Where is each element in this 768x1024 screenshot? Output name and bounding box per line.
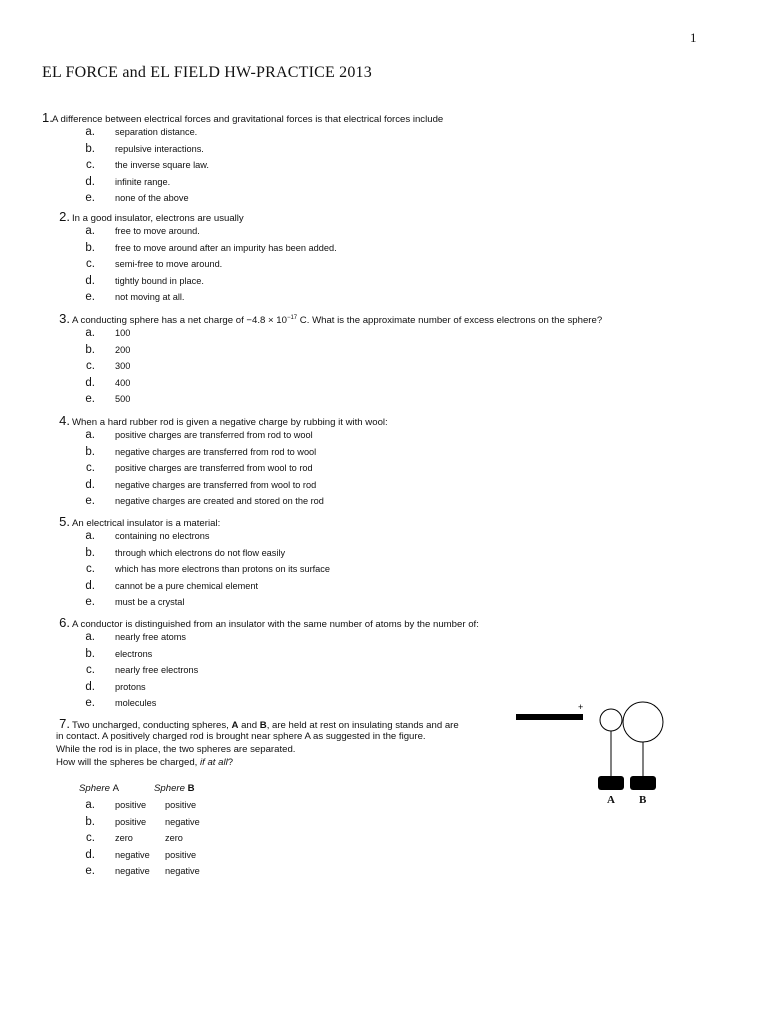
choice-letter: a. [85, 530, 95, 542]
answer-choice-d[interactable] [42, 580, 662, 597]
choice-text: 100 [115, 328, 131, 338]
question-text: A difference between electrical forces and gravitational forces is that electrical forces include [52, 114, 444, 125]
answer-choice-e[interactable] [42, 865, 502, 882]
sphere-b-charge: zero [165, 833, 183, 843]
choice-letter: e. [85, 192, 95, 204]
question-2 [42, 209, 662, 308]
sphere-a-charge: negative [115, 866, 150, 876]
answer-choice-e[interactable] [42, 393, 662, 410]
choice-letter: d. [85, 478, 95, 491]
header-italic: Sphere [154, 783, 188, 794]
answer-choice-a[interactable] [42, 327, 662, 344]
question-number: 3. [59, 311, 70, 326]
choice-letter: e. [85, 495, 95, 507]
question-text-continued [56, 730, 502, 769]
question-7 [42, 716, 502, 882]
choice-text: 300 [115, 361, 131, 371]
choice-text: the inverse square law. [115, 160, 209, 170]
choice-letter: b. [85, 815, 95, 828]
question-stem [42, 615, 662, 631]
answer-choice-a[interactable] [42, 429, 662, 446]
choice-text: tightly bound in place. [115, 275, 204, 286]
sphere-b-charge: positive [165, 800, 197, 810]
choice-letter: a. [85, 799, 95, 811]
choice-text: free to move around after an impurity has been added. [115, 242, 337, 253]
answer-choice-d[interactable] [42, 176, 662, 193]
choice-letter: d. [85, 376, 95, 389]
choice-letter: b. [85, 546, 95, 559]
choice-text: which has more electrons than protons on its surface [115, 564, 330, 574]
choice-letter: e. [85, 393, 95, 405]
answer-choice-b[interactable] [42, 143, 662, 160]
answer-choices [42, 799, 502, 882]
answer-choice-c[interactable] [42, 462, 662, 479]
answer-choices [42, 429, 662, 512]
choice-text: repulsive interactions. [115, 143, 204, 154]
charged-rod-spheres-figure [513, 700, 673, 812]
choice-text: through which electrons do not flow easily [115, 547, 286, 558]
question-stem [42, 209, 662, 225]
question-line: While the rod is in place, the two spheres are separated. [56, 744, 296, 755]
exponent: −17 [286, 314, 298, 321]
sphere-a-charge: positive [115, 800, 147, 810]
answer-choice-c[interactable] [42, 832, 502, 849]
figure-label-b: B [639, 794, 647, 806]
choice-letter: e. [85, 865, 95, 877]
header-letter: B [187, 783, 195, 794]
question-number: 4. [59, 413, 70, 428]
choice-letter: d. [85, 579, 95, 592]
question-stem [42, 514, 662, 530]
choice-text: 200 [115, 344, 131, 355]
answer-choice-e[interactable] [42, 596, 662, 613]
answer-choice-c[interactable] [42, 258, 662, 275]
answer-choices [42, 126, 662, 209]
answer-choices [42, 530, 662, 613]
choice-text: nearly free atoms [115, 632, 186, 642]
choice-letter: d. [85, 680, 95, 693]
choice-letter: b. [85, 647, 95, 660]
answer-choices [42, 327, 662, 410]
answer-choice-e[interactable] [42, 291, 662, 308]
choice-letter: a. [85, 631, 95, 643]
question-number: 6. [59, 615, 70, 630]
question-text-part: and [238, 720, 260, 731]
choice-text: molecules [115, 698, 157, 708]
page-number: 1 [690, 30, 697, 45]
question-text-part: C. What is the approximate number of excess electrons on the sphere? [297, 315, 603, 326]
answer-table-header [79, 783, 502, 799]
choice-text: free to move around. [115, 226, 200, 236]
question-text-part: , are held at rest on insulating stands and are [266, 720, 459, 731]
sphere-b-charge: positive [165, 849, 197, 860]
question-text [72, 312, 602, 327]
choice-text: negative charges are created and stored on the rod [115, 496, 324, 506]
question-stem [42, 413, 662, 429]
sphere-a-charge: zero [115, 833, 133, 843]
question-3 [42, 311, 662, 410]
choice-text: semi-free to move around. [115, 259, 223, 269]
question-5 [42, 514, 662, 613]
choice-letter: b. [85, 343, 95, 356]
choice-letter: c. [86, 258, 95, 270]
question-4 [42, 413, 662, 512]
answer-choice-a[interactable] [42, 799, 502, 816]
choice-text: protons [115, 681, 146, 692]
answer-choice-b[interactable] [42, 242, 662, 259]
choice-text: cannot be a pure chemical element [115, 580, 259, 591]
choice-letter: b. [85, 241, 95, 254]
document-title: EL FORCE and EL FIELD HW-PRACTICE 2013 [42, 64, 372, 81]
choice-letter: d. [85, 175, 95, 188]
figure-label-a: A [607, 794, 615, 806]
stand-b-base [630, 776, 656, 790]
answer-choice-b[interactable] [42, 648, 662, 665]
sphere-b-label: B [259, 720, 267, 731]
question-text: A conductor is distinguished from an insulator with the same number of atoms by the number of: [72, 619, 479, 630]
choice-text: positive charges are transferred from rod to wool [115, 430, 313, 440]
question-number: 7. [59, 716, 70, 731]
charged-rod [516, 714, 583, 720]
answer-choice-b[interactable] [42, 446, 662, 463]
choice-text: must be a crystal [115, 597, 185, 607]
question-text-part: ? [227, 757, 234, 768]
choice-letter: c. [86, 462, 95, 474]
question-text-emphasis: if at all [199, 757, 228, 768]
answer-choice-a[interactable] [42, 126, 662, 143]
column-header-sphere-b [154, 783, 195, 799]
question-number: 1. [42, 110, 53, 125]
choice-text: negative charges are transferred from rod to wool [115, 446, 317, 457]
rod-charge-sign: + [578, 702, 584, 712]
answer-choice-a[interactable] [42, 631, 662, 648]
answer-choice-d[interactable] [42, 849, 502, 866]
choice-letter: c. [86, 360, 95, 372]
answer-choice-e[interactable] [42, 192, 662, 209]
sphere-a-charge: negative [115, 849, 150, 860]
stand-a-base [598, 776, 624, 790]
column-header-sphere-a [79, 783, 154, 799]
answer-choice-e[interactable] [42, 495, 662, 512]
choice-letter: d. [85, 848, 95, 861]
choice-text: electrons [115, 648, 153, 659]
choice-letter: b. [85, 445, 95, 458]
answer-choice-c[interactable] [42, 664, 662, 681]
question-1 [42, 110, 662, 209]
answer-choice-a[interactable] [42, 225, 662, 242]
choice-letter: b. [85, 142, 95, 155]
choice-text: 400 [115, 377, 131, 388]
answer-choice-c[interactable] [42, 563, 662, 580]
choice-letter: c. [86, 159, 95, 171]
choice-text: nearly free electrons [115, 665, 199, 675]
header-letter: A [112, 783, 120, 794]
question-6 [42, 615, 662, 714]
question-text-part: How will the spheres be charged, [56, 757, 200, 768]
choice-letter: d. [85, 274, 95, 287]
choice-letter: a. [85, 126, 95, 138]
choice-text: positive charges are transferred from wool to rod [115, 463, 313, 473]
sphere-a-label: A [231, 720, 239, 731]
sphere-a [600, 709, 622, 731]
choice-letter: a. [85, 429, 95, 441]
question-text-part: Two uncharged, conducting spheres, [72, 720, 232, 731]
choice-letter: e. [85, 596, 95, 608]
answer-choice-b[interactable] [42, 547, 662, 564]
choice-text: infinite range. [115, 176, 171, 187]
answer-choice-a[interactable] [42, 530, 662, 547]
sphere-b [623, 702, 663, 742]
question-line [56, 756, 502, 769]
answer-choice-b[interactable] [42, 344, 662, 361]
question-number: 5. [59, 514, 70, 529]
choice-text: not moving at all. [115, 292, 185, 302]
choice-letter: e. [85, 291, 95, 303]
question-text: When a hard rubber rod is given a negative charge by rubbing it with wool: [72, 417, 388, 428]
choice-text: 500 [115, 394, 131, 404]
answer-choices [42, 225, 662, 308]
question-text: An electrical insulator is a material: [72, 518, 221, 529]
question-stem [42, 110, 662, 126]
answer-choice-d[interactable] [42, 479, 662, 496]
question-text: In a good insulator, electrons are usually [72, 213, 244, 224]
answer-choice-c[interactable] [42, 159, 662, 176]
answer-choice-b[interactable] [42, 816, 502, 833]
sphere-b-charge: negative [165, 866, 200, 876]
choice-text: separation distance. [115, 127, 198, 137]
choice-text: negative charges are transferred from wool to rod [115, 479, 317, 490]
choice-letter: a. [85, 225, 95, 237]
header-italic: Sphere [79, 783, 113, 794]
choice-letter: c. [86, 563, 95, 575]
choice-text: none of the above [115, 193, 189, 203]
answer-choice-d[interactable] [42, 377, 662, 394]
answer-choice-d[interactable] [42, 681, 662, 698]
choice-text: containing no electrons [115, 531, 210, 541]
sphere-a-charge: positive [115, 816, 147, 827]
choice-letter: a. [85, 327, 95, 339]
answer-choice-d[interactable] [42, 275, 662, 292]
choice-letter: c. [86, 664, 95, 676]
question-number: 2. [59, 209, 70, 224]
sphere-b-charge: negative [165, 816, 200, 827]
answer-choice-c[interactable] [42, 360, 662, 377]
choice-letter: c. [86, 832, 95, 844]
question-line: in contact. A positively charged rod is brought near sphere A as suggested in the figure. [56, 731, 426, 742]
question-text-part: A conducting sphere has a net charge of −4.8 × 10 [72, 315, 287, 326]
question-stem [42, 311, 662, 327]
choice-letter: e. [85, 697, 95, 709]
